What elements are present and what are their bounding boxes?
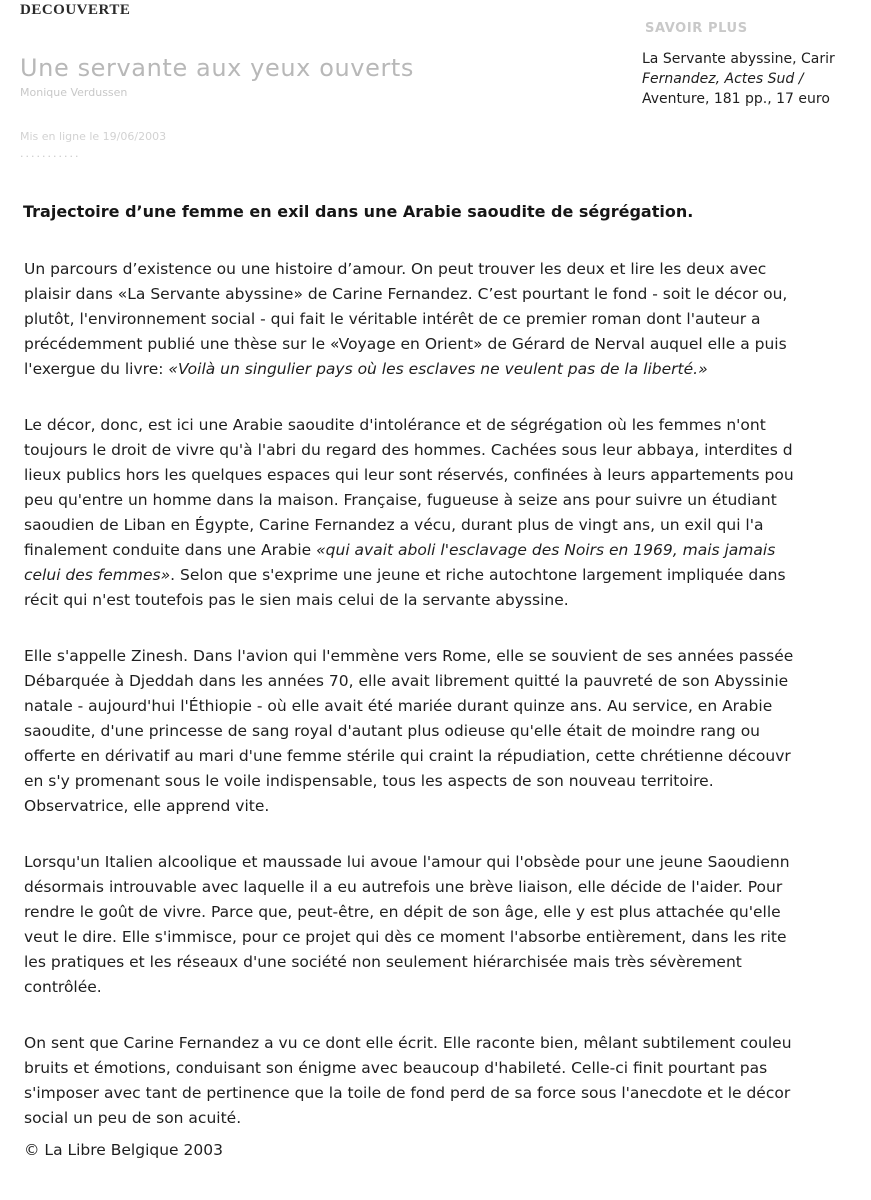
text-line: plutôt, l'environnement social - qui fait le véritable intérêt de ce premier roman dont l'auteur a	[24, 310, 761, 328]
text-segment: l'exergue du livre:	[24, 360, 169, 378]
text-line: Débarquée à Djeddah dans les années 70, elle avait librement quitté la pauvreté de son Abyssinie	[24, 672, 789, 690]
text-line: lieux publics hors les quelques espaces qui leur sont réservés, confinées à leurs appartements pou	[24, 466, 794, 484]
paragraph	[24, 850, 871, 1000]
text-line: Observatrice, elle apprend vite.	[24, 797, 270, 815]
text-line	[24, 563, 871, 588]
text-line: précédemment publié une thèse sur le «Voyage en Orient» de Gérard de Nerval auquel elle a puis	[24, 335, 787, 353]
section-rubric: DECOUVERTE	[20, 2, 131, 18]
text-line: natale - aujourd'hui l'Éthiopie - où elle avait été mariée durant quinze ans. Au service, en Arabie	[24, 697, 773, 715]
article-body	[24, 257, 871, 1162]
text-line	[24, 357, 871, 382]
text-line: veut le dire. Elle s'immisce, pour ce projet qui dès ce moment l'absorbe entièrement, dans les rite	[24, 928, 787, 946]
text-line: peu qu'entre un homme dans la maison. Française, fugueuse à seize ans pour suivre un étudiant	[24, 491, 777, 509]
text-line: Lorsqu'un Italien alcoolique et maussade lui avoue l'amour qui l'obsède pour une jeune Saoudienn	[24, 853, 790, 871]
text-line: Elle s'appelle Zinesh. Dans l'avion qui l'emmène vers Rome, elle se souvient de ses années passée	[24, 647, 794, 665]
quote-segment: celui des femmes»	[24, 566, 171, 584]
epigraph-quote: «Voilà un singulier pays où les esclaves ne veulent pas de la liberté.»	[168, 360, 708, 378]
text-line: rendre le goût de vivre. Parce que, peut-être, en dépit de son âge, elle y est plus attachée qu'elle	[24, 903, 781, 921]
text-line: saoudite, d'une princesse de sang royal d'autant plus odieuse qu'elle était de moindre rang ou	[24, 722, 761, 740]
text-line: offerte en dérivatif au mari d'une femme stérile qui craint la répudiation, cette chrétienne découvr	[24, 747, 791, 765]
text-line: social un peu de son acuité.	[24, 1109, 242, 1127]
text-line: les pratiques et les réseaux d'une société non seulement hiérarchisée mais très sévèrement	[24, 953, 742, 971]
article-author: Monique Verdussen	[20, 86, 128, 99]
text-line: contrôlée.	[24, 978, 102, 996]
book-reference	[642, 49, 842, 109]
quote-segment: «qui avait aboli l'esclavage des Noirs en 1969, mais jamais	[316, 541, 776, 559]
paragraph	[24, 644, 871, 819]
publication-date: Mis en ligne le 19/06/2003	[20, 130, 167, 143]
text-line: Un parcours d’existence ou une histoire d’amour. On peut trouver les deux et lire les deux avec	[24, 260, 767, 278]
copyright-notice: © La Libre Belgique 2003	[24, 1141, 223, 1159]
dotted-separator: ...........	[20, 147, 81, 160]
text-line: désormais introuvable avec laquelle il a eu autrefois une brève liaison, elle décide de l'aider. Pour	[24, 878, 783, 896]
book-reference-line: Aventure, 181 pp., 17 euro	[642, 91, 830, 107]
text-segment: finalement conduite dans une Arabie	[24, 541, 317, 559]
text-line: saoudien de Liban en Égypte, Carine Fernandez a vécu, durant plus de vingt ans, un exil qui l'a	[24, 516, 764, 534]
article-title[interactable]: Une servante aux yeux ouverts	[20, 54, 415, 82]
savoir-plus-heading: SAVOIR PLUS	[645, 21, 748, 36]
book-reference-publisher: Fernandez, Actes Sud /	[642, 71, 804, 87]
text-segment: . Selon que s'exprime une jeune et riche autochtone largement impliquée dans	[170, 566, 786, 584]
text-line: bruits et émotions, conduisant son énigme avec beaucoup d'habileté. Celle-ci finit pourtant pas	[24, 1059, 768, 1077]
paragraph	[24, 257, 871, 382]
paragraph	[24, 1031, 871, 1131]
book-reference-line: La Servante abyssine, Carir	[642, 51, 835, 67]
article-lead: Trajectoire d’une femme en exil dans une Arabie saoudite de ségrégation.	[23, 202, 694, 221]
text-line: plaisir dans «La Servante abyssine» de Carine Fernandez. C’est pourtant le fond - soit le décor ou,	[24, 285, 788, 303]
text-line: en s'y promenant sous le voile indispensable, tous les aspects de son nouveau territoire.	[24, 772, 714, 790]
paragraph	[24, 413, 871, 613]
text-line	[24, 538, 871, 563]
text-line: Le décor, donc, est ici une Arabie saoudite d'intolérance et de ségrégation où les femmes n'ont	[24, 416, 766, 434]
text-line: s'imposer avec tant de pertinence que la toile de fond perd de sa force sous l'anecdote et le décor	[24, 1084, 791, 1102]
text-line: récit qui n'est toutefois pas le sien mais celui de la servante abyssine.	[24, 591, 569, 609]
text-line: On sent que Carine Fernandez a vu ce dont elle écrit. Elle raconte bien, mêlant subtilement couleu	[24, 1034, 792, 1052]
text-line: toujours le droit de vivre qu'à l'abri du regard des hommes. Cachées sous leur abbaya, interdites d	[24, 441, 793, 459]
